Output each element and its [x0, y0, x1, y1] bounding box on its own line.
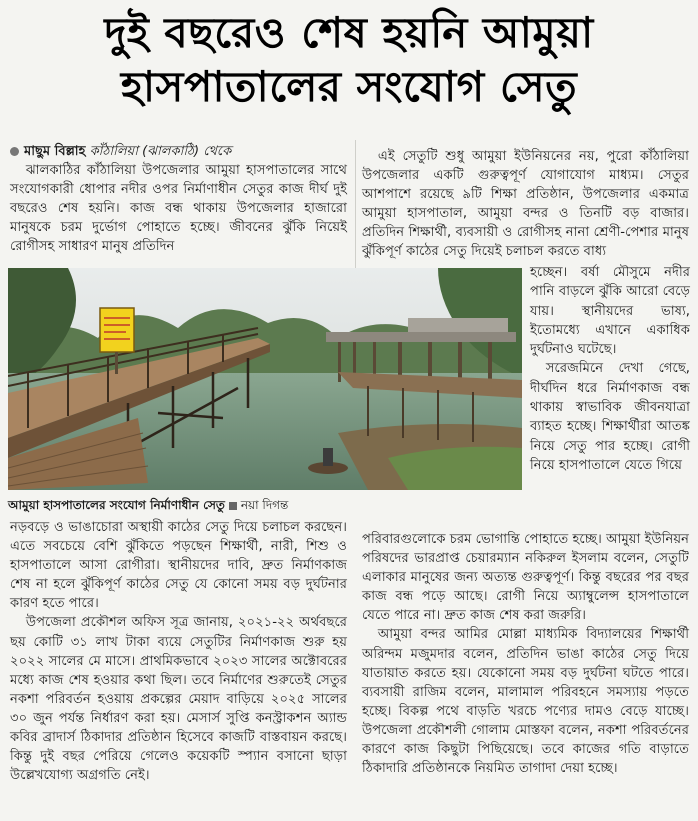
square-bullet-icon — [229, 502, 237, 510]
article-paragraph: উপজেলা প্রকৌশল অফিস সূত্র জানায়, ২০২১-২২ অর্থবছরে ছয় কোটি ৩১ লাখ টাকা ব্যয়ে সেতুটির নির্মাণকাজ শুরু হয় ২০২২ সালের মে মাসে। প্রাথমিকভাবে ২০২৩ সালের অক্টোবরের মধ্যে কাজ শেষ হওয়ার কথা ছিল। তবে নির্মাণের শুরুতেই সেতুর নকশা পরিবর্তন হওয়ায় প্রকল্পের মেয়াদ বাড়িয়ে ২০২৫ সালের ৩০ জুন পর্যন্ত নির্ধারণ করা হয়। মেসার্স সুপ্তি কনস্ট্রাকশন অ্যান্ড কবির ব্রাদার্স ঠিকাদার প্রতিষ্ঠান হিসেবে কাজটি বাস্তবায়ন করছে। কিন্তু দুই বছর পেরিয়ে গেলেও কয়েকটি স্প্যান বসানো ছাড়া উল্লেখযোগ্য অগ্রগতি নেই। — [10, 615, 347, 784]
article-paragraph: পরিবারগুলোকে চরম ভোগান্তি পোহাতে হচ্ছে। আমুয়া ইউনিয়ন পরিষদের ভারপ্রাপ্ত চেয়ারম্যান নকিরুল ইসলাম বলেন, সেতুটি এলাকার মানুষের জন্য অত্যন্ত গুরুত্বপূর্ণ। কিন্তু বছরের পর বছর কাজ বন্ধ পড়ে আছে। রোগী নিয়ে অ্যাম্বুলেন্স হাসপাতালে যেতে পারে না। দ্রুত কাজ শেষ করা জরুরি। — [362, 532, 689, 624]
headline — [0, 6, 698, 114]
caption-credit: নয়া দিগন্ত — [240, 498, 289, 512]
photo-caption — [8, 497, 522, 513]
article-paragraph: ঝালকাঠির কাঁঠালিয়া উপজেলার আমুয়া হাসপাতালের সাথে সংযোগকারী ধোপার নদীর ওপর নির্মাণাধীন সেতুর কাজ দীর্ঘ দুই বছরেও শেষ হয়নি। কাজ বন্ধ থাকায় উপজেলার হাজারো মানুষকে চরম দুর্ভোগ পোহাতে হচ্ছে। জীবনের ঝুঁকি নিয়েই রোগীসহ সাধারণ মানুষ প্রতিদিন — [10, 163, 347, 255]
bullet-icon — [10, 147, 19, 156]
article-paragraph: সরেজমিনে দেখা গেছে, দীর্ঘদিন ধরে নির্মাণকাজ বন্ধ থাকায় স্বাভাবিক জীবনযাত্রা ব্যাহত হচ্ছে। শিক্ষার্থীরা আতঙ্ক নিয়ে সেতু পার হচ্ছে। রোগী নিয়ে হাসপাতালে যেতে গিয়ে — [530, 361, 690, 473]
dateline: কাঁঠালিয়া (ঝালকাঠি) থেকে — [89, 144, 232, 159]
headline-line-2: হাসপাতালের সংযোগ সেতু — [120, 62, 578, 111]
bridge-photo-illustration — [8, 268, 522, 490]
article-paragraph: আমুয়া বন্দর আমির মোল্লা মাধ্যমিক বিদ্যালয়ের শিক্ষার্থী অরিন্দম মজুমদার বলেন, প্রতিদিন ভাঙা কাঠের সেতু দিয়ে যাতায়াত করতে হয়। যেকোনো সময় বড় দুর্ঘটনা ঘটতে পারে। ব্যবসায়ী রাজিম বলেন, মালামাল পরিবহনে সমস্যায় পড়তে হচ্ছে। বিকল্প পথে বাড়তি খরচে পণ্যের দামও বেড়ে যাচ্ছে। উপজেলা প্রকৌশলী গোলাম মোস্তফা বলেন, নকশা পরিবর্তনের কারণে কাজ কিছুটা পিছিয়েছে। তবে কাজের গতি বাড়াতে ঠিকাদারি প্রতিষ্ঠানকে নিয়মিত তাগাদা দেয়া হচ্ছে। — [362, 627, 689, 777]
left-column-top — [10, 142, 347, 256]
right-column-bottom — [362, 530, 689, 778]
author-name: মাছুম বিল্লাহ — [24, 144, 86, 159]
headline-line-1: দুই বছরেও শেষ হয়নি আমুয়া — [104, 8, 594, 57]
article-paragraph: হচ্ছেন। বর্ষা মৌসুমে নদীর পানি বাড়লে ঝুঁকি আরো বেড়ে যায়। স্থানীয়দের ভাষ্য, ইতোমধ্যে এখানে একাধিক দুর্ঘটনাও ঘটেছে। — [530, 265, 690, 358]
right-column-top — [362, 147, 689, 262]
caption-title: আমুয়া হাসপাতালের সংযোগ নির্মাণাধীন সেতু — [8, 498, 225, 512]
right-narrow-column — [530, 263, 690, 475]
article-paragraph: নড়বড়ে ও ভাঙাচোরা অস্থায়ী কাঠের সেতু দিয়ে চলাচল করছেন। এতে সবচেয়ে বেশি ঝুঁকিতে পড়ছেন শিক্ষার্থী, নারী, শিশু ও হাসপাতালে আসা রোগীরা। স্থানীয়দের দাবি, দ্রুত নির্মাণকাজ শেষ না হলে ঝুঁকিপূর্ণ কাঠের সেতু যে কোনো সময় বড় দুর্ঘটনার কারণ হতে পারে। — [10, 520, 347, 612]
byline — [10, 142, 347, 161]
article-paragraph: এই সেতুটি শুধু আমুয়া ইউনিয়নের নয়, পুরো কাঁঠালিয়া উপজেলার একটি গুরুত্বপূর্ণ যোগাযোগ মাধ্যম। সেতুর আশপাশে রয়েছে ৯টি শিক্ষা প্রতিষ্ঠান, উপজেলার একমাত্র আমুয়া হাসপাতাল, আমুয়া বন্দর ও তিনটি বড় বাজার। প্রতিদিন শিক্ষার্থী, ব্যবসায়ী ও রোগীসহ নানা শ্রেণী-পেশার মানুষ ঝুঁকিপূর্ণ কাঠের সেতু দিয়েই চলাচল করতে বাধ্য — [362, 149, 689, 260]
bridge-photo — [8, 268, 522, 490]
column-divider — [355, 140, 356, 268]
left-column-bottom — [10, 518, 347, 785]
